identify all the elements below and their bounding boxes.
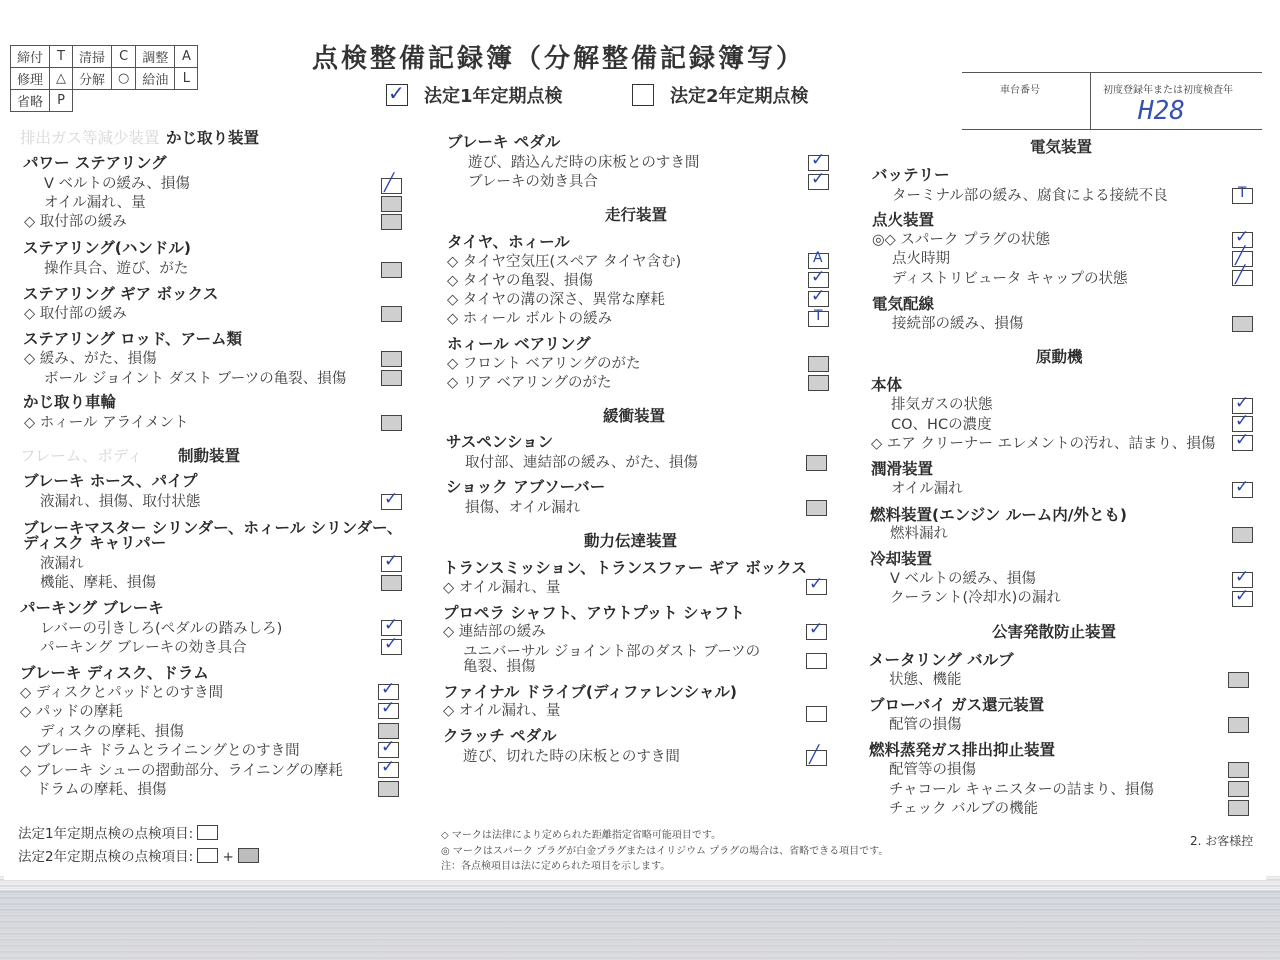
- mark-check: ✓: [1235, 586, 1250, 606]
- item-label: ◇ リア ベアリングのがた: [447, 375, 612, 391]
- mark-check: ✓: [1235, 411, 1250, 431]
- mark-check: ✓: [1235, 430, 1250, 450]
- item-label: ◇ オイル漏れ、量: [443, 580, 561, 596]
- item-label: 機能、摩耗、損傷: [40, 575, 156, 591]
- mark-check: ✓: [1235, 393, 1250, 413]
- item-label: 遊び、切れた時の床板とのすき間: [463, 749, 680, 765]
- group-title: ショック アブソーバー: [446, 478, 606, 496]
- mark-slash: ╱: [809, 745, 820, 765]
- mark-check: ✓: [384, 634, 399, 654]
- item-checkbox[interactable]: [1232, 316, 1253, 332]
- item-checkbox[interactable]: [381, 214, 402, 230]
- mark-tighten: T: [814, 308, 823, 324]
- first-registration-value[interactable]: H28: [1138, 96, 1185, 126]
- group-title: タイヤ、ホィール: [447, 233, 570, 251]
- group-title: ブレーキマスター シリンダー、ホィール シリンダー、: [23, 519, 403, 537]
- item-checkbox[interactable]: [806, 653, 827, 669]
- chassis-number-label: 車台番号: [1000, 85, 1040, 96]
- item-label: 取付部、連結部の緩み、がた、損傷: [465, 455, 698, 471]
- item-label: V ベルトの緩み、損傷: [44, 176, 190, 192]
- mark-adjust: A: [813, 250, 823, 266]
- item-label: オイル漏れ: [891, 481, 963, 497]
- annual-items-label: 法定1年定期点検の点検項目:: [18, 826, 194, 842]
- legend-cell: 省略: [11, 90, 50, 112]
- item-checkbox[interactable]: [806, 745, 827, 766]
- item-label: ブレーキの効き具合: [468, 174, 598, 190]
- legend-cell: 調整: [136, 46, 175, 68]
- legend-cell: △: [50, 68, 73, 90]
- group-title: ブレーキ ホース、パイプ: [23, 472, 198, 490]
- item-checkbox[interactable]: [808, 286, 829, 307]
- item-label: ◇ ディスクとパッドとのすき間: [20, 685, 224, 701]
- item-label: オイル漏れ、量: [44, 195, 146, 211]
- mark-check: ✓: [381, 737, 396, 757]
- item-checkbox[interactable]: [1232, 185, 1253, 204]
- mark-check: ✓: [384, 551, 399, 571]
- shaded-box-swatch: [238, 848, 259, 863]
- section-title: 動力伝達装置: [584, 532, 678, 550]
- item-checkbox[interactable]: [381, 173, 402, 194]
- item-checkbox[interactable]: [806, 455, 827, 471]
- item-checkbox[interactable]: [1232, 527, 1253, 543]
- page-edge-tint: [0, 890, 1280, 960]
- item-label: ディスクの摩耗、損傷: [40, 724, 184, 740]
- section-title: 制動装置: [178, 447, 241, 465]
- item-checkbox[interactable]: [378, 698, 399, 719]
- item-label: クーラント(冷却水)の漏れ: [890, 590, 1061, 606]
- mark-check: ✓: [811, 267, 826, 287]
- group-title: パーキング ブレーキ: [20, 599, 164, 617]
- group-title: ステアリング ロッド、アーム類: [23, 330, 242, 348]
- group-title: バッテリー: [872, 166, 950, 184]
- item-label: 状態、機能: [889, 672, 962, 688]
- mark-check: ✓: [809, 574, 824, 594]
- item-checkbox[interactable]: [1228, 672, 1249, 688]
- legend-cell: T: [50, 46, 73, 68]
- item-checkbox[interactable]: [1228, 800, 1249, 816]
- item-checkbox[interactable]: [808, 308, 829, 327]
- item-label: ◇ ホィール ボルトの緩み: [447, 311, 613, 327]
- group-title: ホィール ベアリング: [447, 335, 591, 353]
- group-title: ブレーキ ペダル: [447, 133, 561, 151]
- item-checkbox[interactable]: [1228, 717, 1249, 733]
- group-title: ブレーキ ディスク、ドラム: [20, 664, 209, 682]
- mark-slash: ╱: [384, 173, 395, 193]
- item-label: パーキング ブレーキの効き具合: [40, 640, 247, 656]
- mark-tighten: T: [1238, 185, 1247, 201]
- item-checkbox[interactable]: [381, 351, 402, 367]
- mark-check: ✓: [384, 489, 399, 509]
- item-checkbox[interactable]: [808, 356, 829, 372]
- group-title: 燃料装置(エンジン ルーム内/外とも): [870, 506, 1127, 524]
- item-checkbox[interactable]: [381, 551, 402, 572]
- item-label: 配管の損傷: [889, 717, 962, 733]
- group-title: 潤滑装置: [871, 460, 934, 478]
- group-title: 点火装置: [872, 211, 935, 229]
- item-label: ◇ タイヤの亀裂、損傷: [447, 273, 593, 289]
- annual-checkbox[interactable]: [386, 84, 408, 106]
- group-title: サスペンション: [446, 433, 554, 451]
- biennial-items-label: 法定2年定期点検の点検項目:: [18, 849, 194, 865]
- item-checkbox[interactable]: [378, 737, 399, 758]
- item-checkbox[interactable]: [1232, 430, 1253, 451]
- mark-check: ✓: [811, 169, 826, 189]
- mark-check: ✓: [809, 619, 824, 639]
- legend-cell: C: [112, 46, 136, 68]
- item-label: ユニバーサル ジョイント部のダスト ブーツの: [463, 644, 761, 660]
- item-label: 操作具合、遊び、がた: [44, 261, 189, 277]
- section-title: 走行装置: [605, 206, 668, 224]
- annual-items-legend: [18, 822, 218, 842]
- item-label: ◇ ブレーキ ドラムとライニングとのすき間: [20, 743, 300, 759]
- item-label: ◇ ホィール アライメント: [24, 415, 189, 431]
- legend-cell: A: [175, 46, 198, 68]
- mark-check: ✓: [811, 286, 826, 306]
- item-label: ◇ 緩み、がた、損傷: [24, 351, 157, 367]
- section-title: 緩衝装置: [603, 407, 666, 425]
- mark-check: ✓: [1235, 477, 1250, 497]
- group-title: ステアリング(ハンドル): [23, 239, 191, 257]
- item-label: 損傷、オイル漏れ: [465, 500, 581, 516]
- group-title: 燃料蒸発ガス排出抑止装置: [869, 741, 1056, 759]
- group-title: 本体: [871, 376, 903, 394]
- section-title: 原動機: [1036, 348, 1083, 366]
- legend-cell: 締付: [11, 46, 50, 68]
- item-checkbox[interactable]: [381, 634, 402, 655]
- mark-check: ✓: [384, 615, 399, 635]
- item-checkbox[interactable]: [1232, 265, 1253, 286]
- item-checkbox[interactable]: [381, 370, 402, 386]
- legend-cell: P: [50, 90, 73, 112]
- item-label: ドラムの摩耗、損傷: [36, 782, 167, 798]
- item-label: 遊び、踏込んだ時の床板とのすき間: [468, 155, 700, 171]
- page-title: 点検整備記録簿（分解整備記録簿写）: [312, 44, 806, 74]
- item-label: ◇ 連結部の緩み: [443, 624, 546, 640]
- item-label: ターミナル部の緩み、腐食による接続不良: [892, 188, 1168, 204]
- item-label: 排気ガスの状態: [891, 397, 993, 413]
- item-label: 点火時期: [892, 251, 950, 267]
- section-ghost-label: フレーム、ボディ: [20, 447, 143, 465]
- item-label: ◇ フロント ベアリングのがた: [447, 356, 641, 372]
- item-label: ◇ タイヤ空気圧(スペア タイヤ含む): [447, 254, 682, 270]
- mark-check: ✓: [1235, 567, 1250, 587]
- item-label: ディストリビュータ キャップの状態: [892, 271, 1128, 287]
- blank-box-swatch: [197, 825, 218, 840]
- item-label: ◎◇ スパーク プラグの状態: [872, 232, 1051, 248]
- item-label: ボール ジョイント ダスト ブーツの亀裂、損傷: [44, 371, 347, 387]
- mark-check: ✓: [1235, 227, 1250, 247]
- legend-cell: ○: [112, 68, 136, 90]
- item-label: ◇ オイル漏れ、量: [443, 703, 561, 719]
- item-label: ◇ 取付部の緩み: [24, 306, 127, 322]
- item-label: 液漏れ: [40, 556, 84, 572]
- work-code-legend: [10, 45, 198, 112]
- group-title: ステアリング ギア ボックス: [23, 285, 219, 303]
- item-label: ◇ ブレーキ シューの摺動部分、ライニングの摩耗: [20, 763, 343, 779]
- item-label: ◇ エア クリーナー エレメントの汚れ、詰まり、損傷: [871, 436, 1216, 452]
- legend-cell: L: [175, 68, 198, 90]
- item-checkbox[interactable]: [1232, 586, 1253, 607]
- footnote: 注：各点検項目は法に定められた項目を示します。: [441, 861, 671, 872]
- annual-inspection-option[interactable]: [386, 82, 563, 108]
- legend-cell: 分解: [73, 68, 112, 90]
- item-checkbox[interactable]: [1228, 762, 1249, 778]
- item-label: レバーの引きしろ(ペダルの踏みしろ): [40, 621, 283, 637]
- mark-slash: ╱: [1235, 265, 1246, 285]
- item-label: 液漏れ、損傷、取付状態: [40, 494, 201, 510]
- section-ghost-label: 排出ガス等減少装置: [20, 129, 160, 147]
- legend-cell: 修理: [11, 68, 50, 90]
- item-checkbox[interactable]: [381, 415, 402, 431]
- item-checkbox[interactable]: [381, 489, 402, 510]
- item-checkbox[interactable]: [806, 706, 827, 722]
- group-title: プロペラ シャフト、アウトプット シャフト: [443, 604, 745, 622]
- biennial-inspection-option[interactable]: [632, 82, 809, 108]
- mark-slash: ╱: [1235, 246, 1246, 266]
- annual-label: 法定1年定期点検: [424, 86, 563, 107]
- item-checkbox[interactable]: [381, 196, 402, 212]
- legend-cell: 給油: [136, 68, 175, 90]
- group-title: 冷却装置: [870, 550, 933, 568]
- group-title: クラッチ ペダル: [443, 727, 557, 745]
- item-checkbox[interactable]: [378, 781, 399, 797]
- item-checkbox[interactable]: [1228, 781, 1249, 797]
- mark-check: ✓: [381, 757, 396, 777]
- item-checkbox[interactable]: [1232, 477, 1253, 498]
- item-label: チェック バルブの機能: [889, 801, 1039, 817]
- item-label: ◇ タイヤの溝の深さ、異常な摩耗: [447, 292, 665, 308]
- item-checkbox[interactable]: [806, 619, 827, 640]
- item-checkbox[interactable]: [808, 375, 829, 391]
- blank-box-swatch: [197, 848, 218, 863]
- item-checkbox[interactable]: [378, 757, 399, 778]
- group-title: ブローバイ ガス還元装置: [869, 696, 1045, 714]
- group-title: メータリング バルブ: [869, 651, 1014, 669]
- item-checkbox[interactable]: [806, 500, 827, 516]
- item-label: CO、HCの濃度: [891, 417, 992, 433]
- item-label: V ベルトの緩み、損傷: [890, 571, 1036, 587]
- group-title: パワー ステアリング: [23, 154, 167, 172]
- mark-check: ✓: [811, 150, 826, 170]
- item-checkbox[interactable]: [806, 574, 827, 595]
- section-title: かじ取り装置: [166, 129, 260, 147]
- legend-cell: 清掃: [73, 46, 112, 68]
- item-label: チャコール キャニスターの詰まり、損傷: [889, 782, 1154, 798]
- item-checkbox[interactable]: [381, 575, 402, 591]
- item-label: 燃料漏れ: [890, 526, 948, 542]
- footnote: ◎ マークはスパーク プラグが白金プラグまたはイリジウム プラグの場合は、省略できる項目です。: [441, 846, 889, 857]
- group-title: ファイナル ドライブ(ディファレンシャル): [443, 683, 737, 701]
- biennial-checkbox[interactable]: [632, 84, 654, 106]
- item-checkbox[interactable]: [808, 169, 829, 190]
- group-title: 電気配線: [872, 295, 935, 313]
- registration-header: [962, 72, 1262, 130]
- item-label: ◇ 取付部の緩み: [24, 214, 127, 230]
- mark-check: ✓: [381, 698, 396, 718]
- item-label: 配管等の損傷: [889, 762, 976, 778]
- item-label: 亀裂、損傷: [463, 659, 536, 675]
- biennial-label: 法定2年定期点検: [670, 86, 809, 107]
- section-title: 電気装置: [1030, 138, 1093, 156]
- section-title: 公害発散防止装置: [992, 623, 1117, 641]
- plus-sign: +: [222, 849, 234, 865]
- item-checkbox[interactable]: [381, 262, 402, 278]
- footnote: ◇ マークは法律により定められた距離指定省略可能項目です。: [441, 830, 722, 841]
- group-title: かじ取り車輪: [23, 393, 117, 411]
- mark-check: ✓: [381, 679, 396, 699]
- item-label: ◇ パッドの摩耗: [20, 704, 123, 720]
- item-checkbox[interactable]: [381, 306, 402, 322]
- copy-label: 2. お客様控: [1190, 834, 1254, 848]
- group-title: ディスク キャリパー: [23, 534, 167, 552]
- biennial-items-legend: [18, 845, 259, 865]
- group-title: トランスミッション、トランスファー ギア ボックス: [443, 559, 808, 577]
- first-registration-label: 初度登録年または初度検査年: [1090, 73, 1233, 129]
- item-label: 接続部の緩み、損傷: [892, 316, 1024, 332]
